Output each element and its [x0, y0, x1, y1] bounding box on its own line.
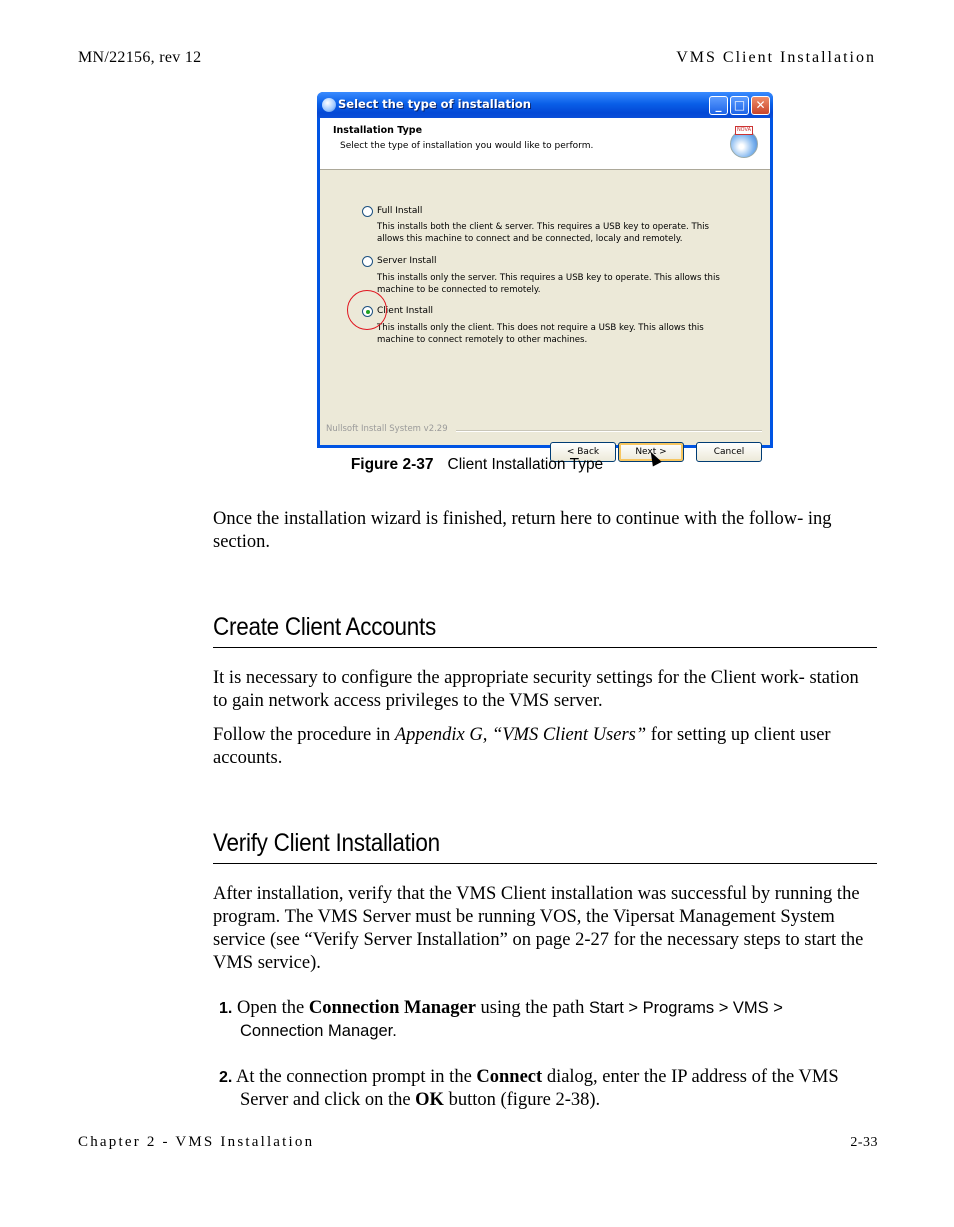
text-run: Open the — [236, 998, 309, 1018]
server-install-radio[interactable] — [362, 256, 373, 267]
minimize-button[interactable] — [709, 96, 728, 115]
step-2 — [219, 1066, 874, 1112]
text-run: button (figure 2-38). — [443, 1090, 601, 1110]
appendix-link: Appendix G, “VMS Client Users” — [394, 725, 647, 745]
cancel-button[interactable]: Cancel — [696, 442, 762, 462]
client-install-description: This installs only the client. This does not require a USB key. This allows this machine to connect remotely to other machines. — [377, 323, 704, 345]
minimize-icon: _ — [715, 98, 722, 112]
text-run: using the path — [475, 998, 589, 1018]
nsis-branding: Nullsoft Install System v2.29 — [326, 424, 448, 434]
create-accounts-paragraph: It is necessary to configure the appropriate security settings for the Client work- station to gain network access privileges to the VMS server. — [213, 668, 859, 711]
text-run: dialog, enter the IP address of the VMS Server and click on the — [240, 1067, 839, 1110]
installation-type-heading: Installation Type — [333, 125, 423, 136]
full-install-label[interactable]: Full Install — [377, 206, 423, 216]
full-install-description: This installs both the client & server. This requires a USB key to operate. This allows this machine to connect and be connected, localy and remotely. — [377, 222, 710, 244]
selection-highlight-circle — [347, 290, 387, 330]
section-heading-text: Verify Client Installation — [213, 829, 440, 857]
ui-term: Connection Manager — [308, 998, 476, 1018]
dialog-titlebar — [317, 92, 773, 118]
figure-number: Figure 2-37 — [350, 456, 434, 473]
section-heading-create-client-accounts — [213, 613, 877, 648]
section-heading-verify-client-installation — [213, 829, 877, 864]
menu-path: Start > Programs > VMS > Connection Manager — [240, 999, 783, 1040]
header-doc-id: MN/22156, rev 12 — [78, 49, 202, 66]
text-run: Follow the procedure in — [213, 725, 395, 745]
text-run: At the connection prompt in the — [235, 1067, 477, 1087]
maximize-button[interactable] — [730, 96, 749, 115]
figure-caption — [0, 456, 954, 474]
dialog-header-band — [320, 118, 770, 170]
next-button[interactable]: Next > — [618, 442, 684, 462]
maximize-icon: □ — [733, 98, 746, 112]
intro-paragraph: Once the installation wizard is finished, return here to continue with the follow- ing section. — [213, 509, 832, 552]
step-number: 2. — [219, 1069, 233, 1086]
installer-icon — [322, 98, 336, 112]
appendix-reference-paragraph — [213, 724, 877, 770]
installation-type-subheading: Select the type of installation you would like to perform. — [340, 141, 594, 151]
ui-term: Connect — [476, 1067, 543, 1087]
step-number: 1. — [219, 1000, 233, 1017]
back-button[interactable]: < Back — [550, 442, 616, 462]
server-install-label[interactable]: Server Install — [377, 256, 437, 266]
dialog-title: Select the type of installation — [338, 97, 531, 111]
text-run: . — [392, 1022, 397, 1040]
text-run: for setting up client user accounts. — [213, 725, 831, 768]
logo-tag: NOVA — [736, 127, 752, 133]
server-install-description: This installs only the server. This requires a USB key to operate. This allows this machine to be connected to remotely. — [377, 273, 720, 295]
figure-caption-text: Client Installation Type — [447, 456, 604, 473]
full-install-radio[interactable] — [362, 206, 373, 217]
ui-term: OK — [415, 1090, 444, 1110]
client-install-label[interactable]: Client Install — [377, 306, 434, 316]
dialog-body — [320, 118, 770, 457]
branding-divider — [456, 430, 762, 432]
verify-installation-paragraph: After installation, verify that the VMS Client installation was successful by running the program. The VMS Server must be running VOS, the Vipersat Management System service (see “Verify Server Installation” on page 2-27 for the necessary steps to start the VMS service). — [213, 884, 864, 973]
header-section-title: VMS Client Installation — [676, 49, 876, 66]
step-1 — [219, 997, 869, 1043]
close-icon: ✕ — [755, 98, 766, 112]
footer-page-number: 2-33 — [850, 1135, 878, 1150]
installer-dialog-screenshot — [317, 92, 773, 457]
footer-chapter: Chapter 2 - VMS Installation — [78, 1134, 315, 1150]
close-button[interactable] — [751, 96, 770, 115]
section-heading-text: Create Client Accounts — [213, 613, 436, 641]
